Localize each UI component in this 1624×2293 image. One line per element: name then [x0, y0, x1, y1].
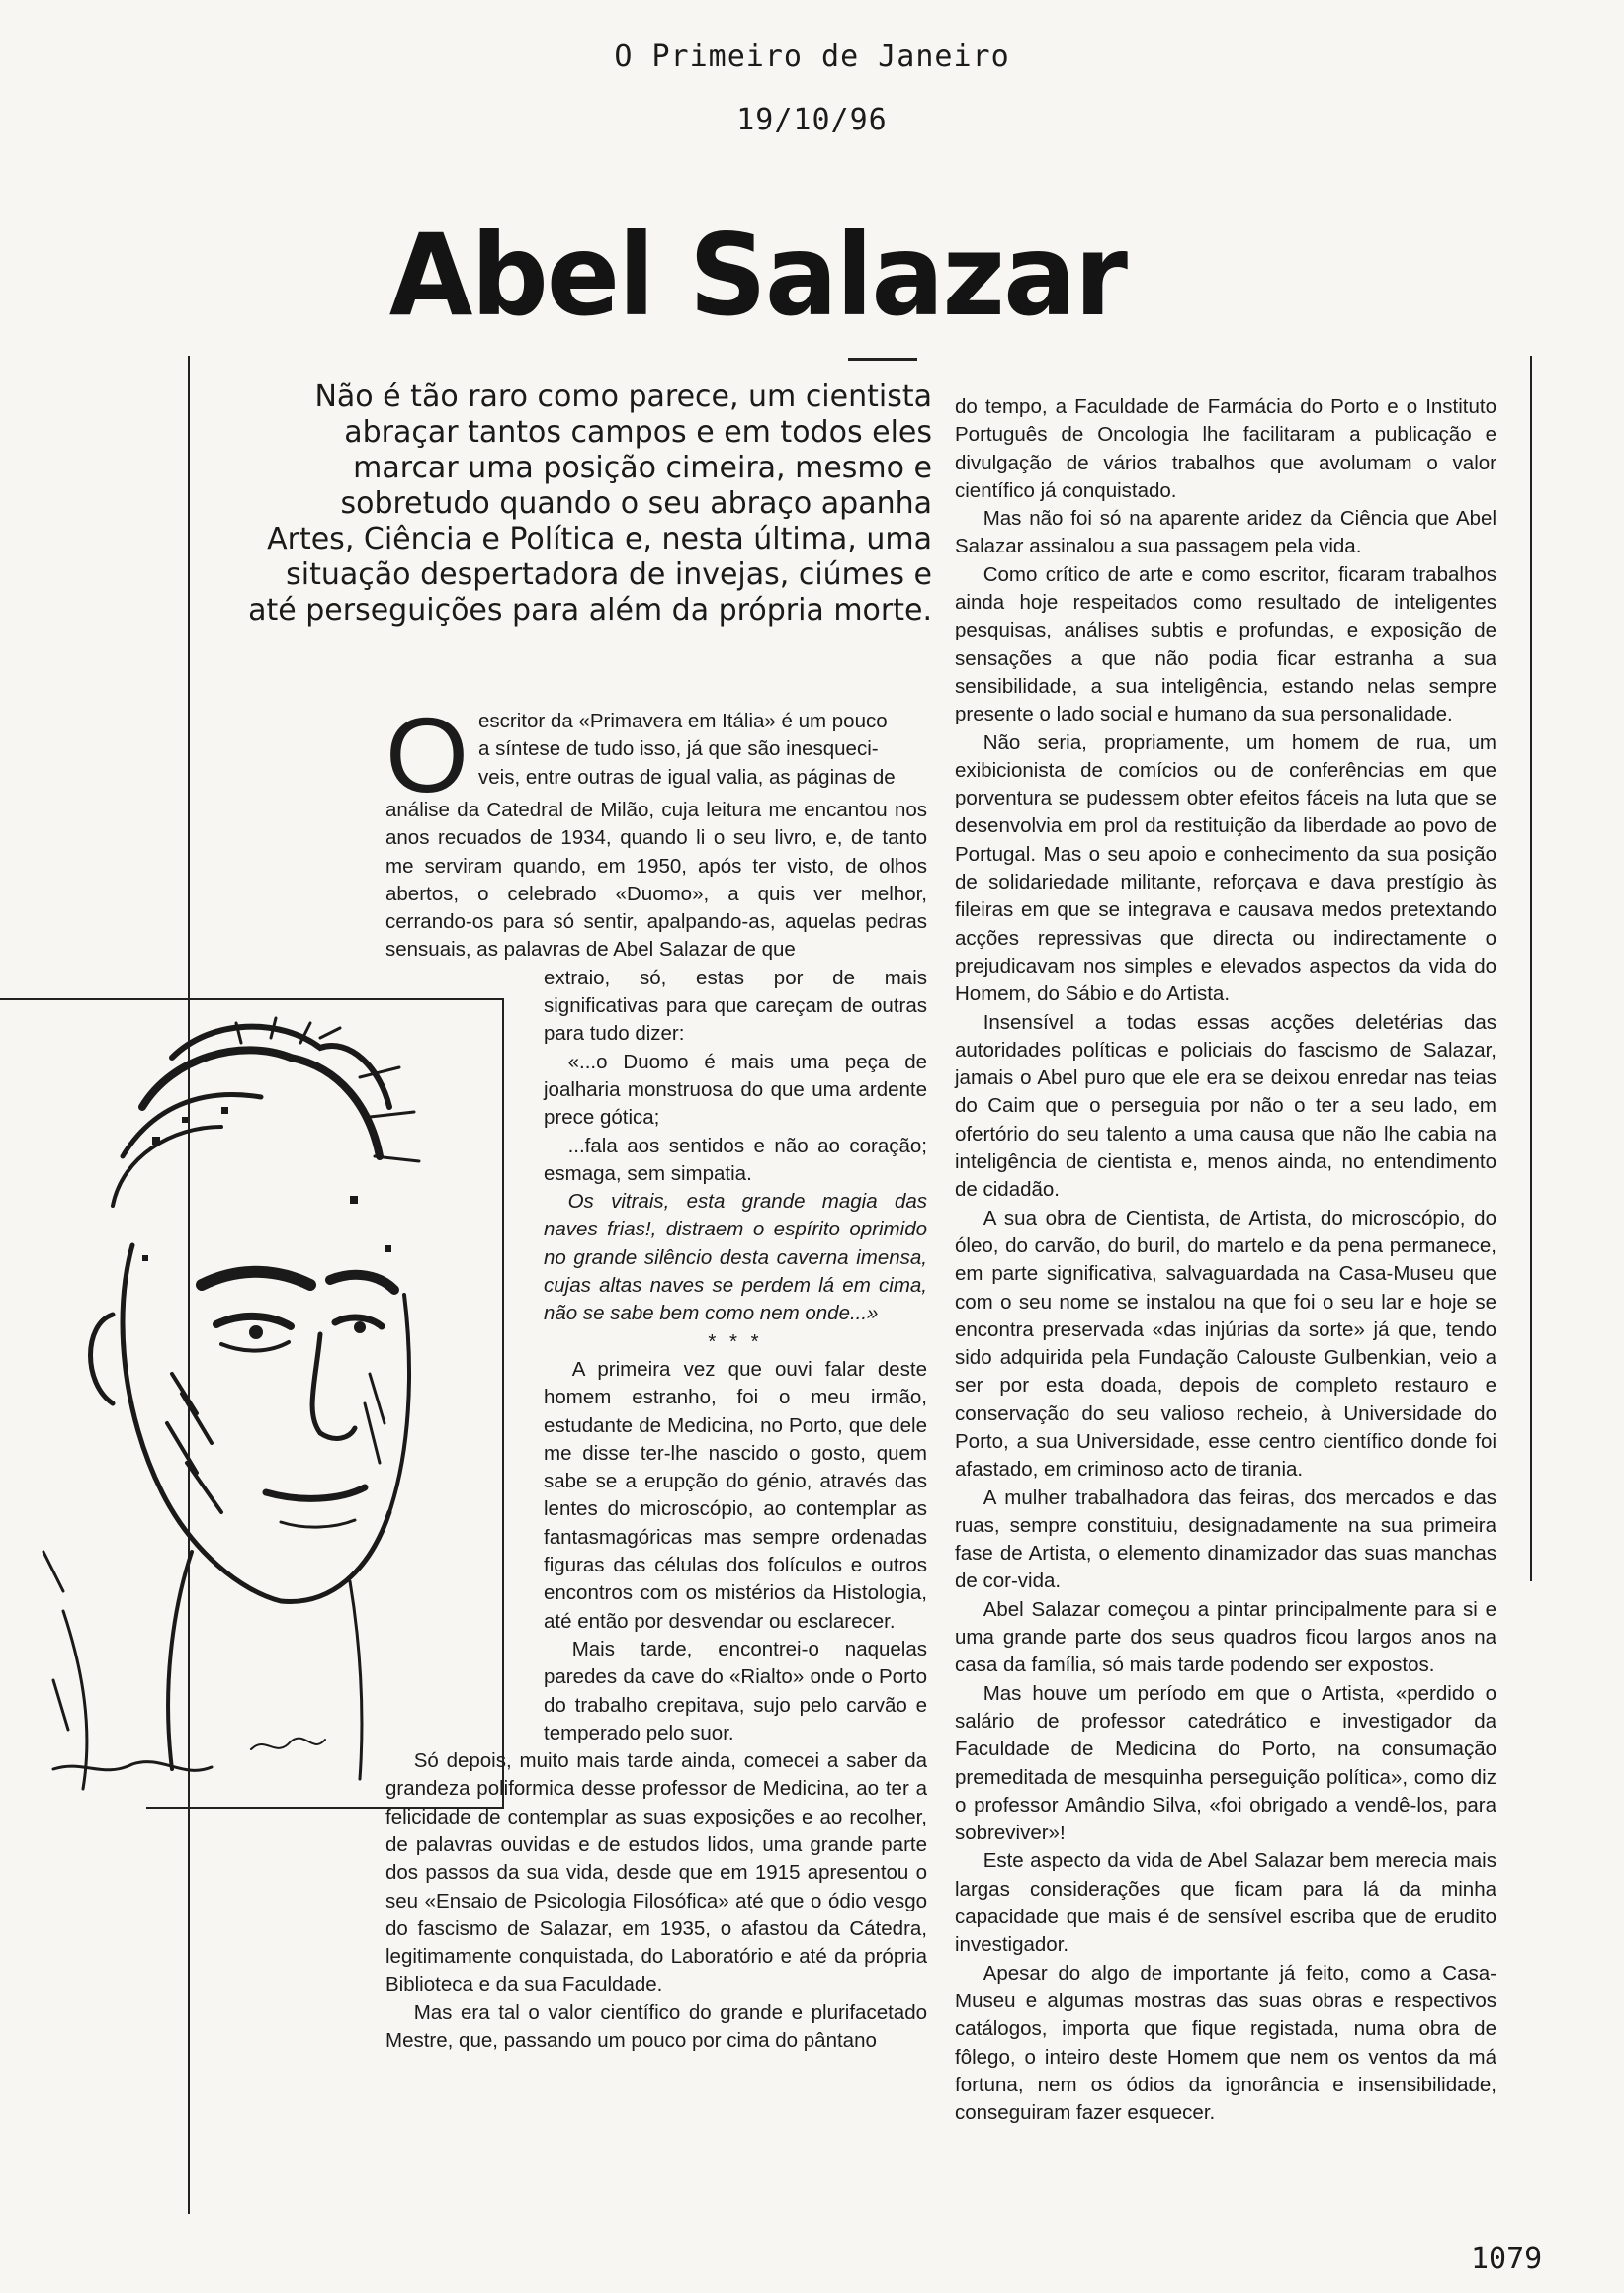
body-paragraph: do tempo, a Faculdade de Farmácia do Porto e o Instituto Português de Oncologia lhe facilitaram a publicação e divulgação de vários trabalhos que avolumam o valor científico já conquistado. [955, 395, 1496, 502]
quote-paragraph: «...o Duomo é mais uma peça de joalharia monstruosa do que uma ardente prece gótica; [544, 1050, 927, 1130]
body-line: veis, entre outras de igual valia, as páginas de [478, 765, 896, 789]
lead-line: até perseguições para além da própria morte. [248, 593, 932, 628]
lead-line: Não é tão raro como parece, um cientista [314, 380, 932, 414]
lead-line: sobretudo quando o seu abraço apanha [340, 486, 932, 521]
body-paragraph: Apesar do algo de importante já feito, como a Casa-Museu e algumas mostras das suas obras e respectivos catálogos, importa que fique registada, numa obra de fôlego, o inteiro deste Homem que nem os ventos da má fortuna, nem os ódios da ignorância e insensibilidade, conseguiram fazer esquecer. [955, 1961, 1496, 2125]
body-paragraph: Mas não foi só na aparente aridez da Ciência que Abel Salazar assinalou a sua passagem pela vida. [955, 507, 1496, 558]
body-paragraph: A sua obra de Cientista, de Artista, do microscópio, do óleo, do carvão, do buril, do martelo e da pena permanece, em parte significativa, salvaguardada na Casa-Museu que com o seu nome se instalou na que foi o seu lar e hoje se encontra preservada «das injúrias da sorte» já que, tendo sido adquirida pela Fundação Calouste Gulbenkian, veio a ser por esta doada, depois de completo restauro e conservação do seu valioso recheio, à Universidade do Porto, a sua Universidade, esse centro científico donde foi afastado, em criminoso acto de tirania. [955, 1206, 1496, 1482]
right-column [955, 393, 1496, 2127]
article-title: Abel Salazar [388, 210, 1127, 341]
publication-name: O Primeiro de Janeiro [614, 40, 1010, 74]
lead-paragraph [203, 380, 932, 629]
body-paragraph: Não seria, propriamente, um homem de rua, um exibicionista de comícios ou de conferências em que porventura se pudessem obter efeitos fáceis na luta que se desenvolvia em prol da restituição da liberdade ao povo de Portugal. Mas o seu apoio e conhecimento da sua posição de solidariedade militante, reforçava e dava prestígio às fileiras em que se integrava e causava medos pretextando acções repressivas que directa ou indirectamente o prejudicavam nos simples e elevados aspectos da vida do Homem, do Sábio e do Artista. [955, 730, 1496, 1006]
portrait-sketch [24, 998, 508, 1809]
body-paragraph: A primeira vez que ouvi falar deste homem estranho, foi o meu irmão, estudante de Medicina, no Porto, que dele me disse ter-lhe nascido o gosto, quem sabe se a erupção do génio, através das lentes do microscópio, ao contemplar as fantasmagóricas mas sempre ordenadas figuras das células dos folículos e outros encontros com os mistérios da Histologia, até então por desvendar ou esclarecer. [544, 1357, 927, 1633]
body-paragraph: Abel Salazar começou a pintar principalmente para si e uma grande parte dos seus quadros ficou largos anos na casa da família, só mais tarde podendo ser expostos. [955, 1597, 1496, 1677]
opening-paragraph [385, 695, 927, 965]
body-paragraph: Insensível a todas essas acções deletérias das autoridades políticas e policiais do fascismo de Salazar, jamais o Abel puro que ele era se deixou enredar nas teias do Caim que o perseguia por não o ter a seu lado, em ofertório do seu talento a uma causa que não lhe cabia na inteligência de cientista e, menos ainda, no entendimento de cidadão. [955, 1010, 1496, 1202]
narrow-column-block [544, 965, 927, 1747]
page-number: 1079 [1471, 2242, 1543, 2276]
publication-date: 19/10/96 [736, 103, 888, 137]
body-paragraph: Mais tarde, encontrei-o naquelas paredes da cave do «Rialto» onde o Porto do trabalho crepitava, sujo pelo carvão e temperado pelo suor. [544, 1637, 927, 1744]
body-paragraph: Mas era tal o valor científico do grande e plurifacetado Mestre, que, passando um pouco por cima do pântano [385, 2000, 927, 2053]
quote-paragraph-italic: Os vitrais, esta grande magia das naves frias!, distraem o espírito oprimido no grande silêncio desta caverna imensa, cujas altas naves se perdem lá em cima, não se sabe bem como nem onde...» [544, 1190, 927, 1325]
lead-line: Artes, Ciência e Política e, nesta última, uma [267, 522, 932, 556]
section-separator: * * * [708, 1329, 763, 1353]
body-paragraph: A mulher trabalhadora das feiras, dos mercados e das ruas, sempre constituiu, designadamente na sua primeira fase de Artista, o elemento dinamizador das suas manchas de cor-vida. [955, 1486, 1496, 1593]
title-underline [848, 358, 917, 361]
body-paragraph: Só depois, muito mais tarde ainda, comecei a saber da grandeza poliformica desse professor de Medicina, ao ter a felicidade de contemplar as suas exposições e ao recolher, de palavras ouvidas e de estudos lidos, uma grande parte dos passos da sua vida, desde que em 1915 apresentou o seu «Ensaio de Psicologia Filosófica» até que o ódio vesgo do fascismo de Salazar, em 1935, o afastou da Cátedra, legitimamente conquistada, do Laboratório e até da própria Biblioteca e da sua Faculdade. [385, 1749, 927, 1996]
drop-cap: O [385, 695, 470, 814]
lead-line: marcar uma posição cimeira, mesmo e [353, 451, 932, 485]
quote-paragraph: ...fala aos sentidos e não ao coração; esmaga, sem simpatia. [544, 1134, 927, 1185]
right-frame-line [1530, 356, 1532, 1581]
body-text: extraio, só, estas por de mais significativas para que careçam de outras para tudo dizer: [544, 966, 927, 1046]
body-paragraph: Como crítico de arte e como escritor, ficaram trabalhos ainda hoje respeitados como resultado de inteligentes pesquisas, análises subtis e profundas, e exposição de sensações a que não podia ficar estranha a sua sensibilidade, a sua inteligência, estando nelas sempre presente o lado social e humano da sua personalidade. [955, 562, 1496, 726]
body-line: a síntese de tudo isso, já que são inesqueci- [478, 737, 879, 761]
body-paragraph: Mas houve um período em que o Artista, «perdido o salário de professor catedrático e investigador da Faculdade de Medicina do Porto, na consumação premeditada de mesquinha perseguição política», como diz o professor Amândio Silva, «foi obrigado a vendê-los, para sobreviver»! [955, 1681, 1496, 1845]
body-text: análise da Catedral de Milão, cuja leitura me encantou nos anos recuados de 1934, quando li o seu livro, e, de tanto me serviram quando, em 1950, após ter visto, de olhos abertos, o celebrado «Duomo», a quis ver melhor, cerrando-os para só sentir, apalpando-as, aquelas pedras sensuais, as palavras de Abel Salazar de que [385, 799, 927, 962]
lead-line: situação despertadora de invejas, ciúmes e [286, 557, 932, 592]
body-line: escritor da «Primavera em Itália» é um pouco [478, 710, 888, 732]
lead-line: abraçar tantos campos e em todos eles [344, 415, 932, 450]
body-paragraph: Este aspecto da vida de Abel Salazar bem merecia mais largas considerações que ficam para lá da minha capacidade que mais é de sensível escriba que de erudito investigador. [955, 1849, 1496, 1957]
